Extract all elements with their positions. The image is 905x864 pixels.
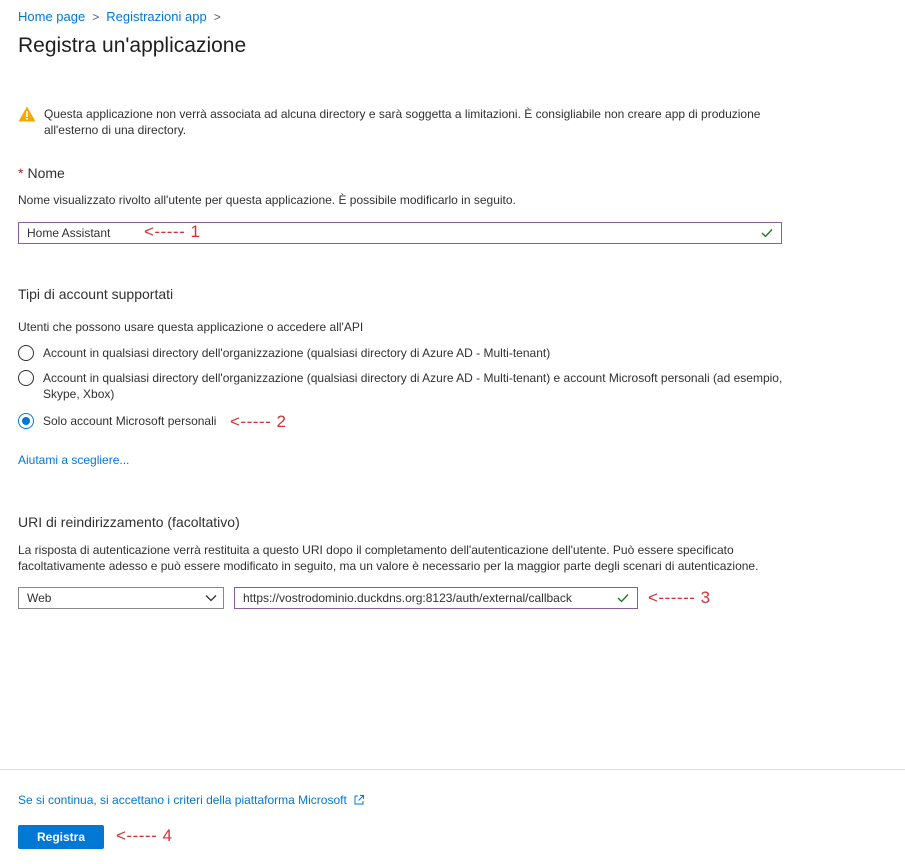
name-input-value[interactable]: Home Assistant	[27, 226, 111, 240]
chevron-down-icon	[205, 594, 217, 602]
platform-policy-link-text[interactable]: Se si continua, si accettano i criteri della piattaforma Microsoft	[18, 793, 347, 807]
external-link-icon	[353, 794, 365, 806]
name-input[interactable]	[18, 222, 782, 244]
name-description: Nome visualizzato rivolto all'utente per questa applicazione. È possibile modificarlo in seguito.	[18, 193, 516, 207]
breadcrumb-home-link[interactable]: Home page	[18, 9, 86, 24]
account-option-label: Solo account Microsoft personali	[43, 414, 217, 428]
name-label-text: Nome	[27, 165, 65, 181]
account-option-label: Account in qualsiasi directory dell'organizzazione (qualsiasi directory di Azure AD - Multi-tenant) e account Microsoft personali (ad esempio, Skype, Xbox)	[43, 371, 783, 401]
breadcrumb-app-registrations-link[interactable]: Registrazioni app	[106, 9, 207, 24]
platform-select[interactable]	[18, 587, 224, 609]
account-types-description: Utenti che possono usare questa applicazione o accedere all'API	[18, 320, 364, 334]
redirect-uri-description-line1: La risposta di autenticazione verrà restituita a questo URI dopo il completamento dell'autenticazione dell'utente. Può essere specificato	[18, 543, 734, 557]
check-icon	[761, 228, 773, 238]
platform-policy-link[interactable]	[18, 793, 365, 807]
warning-icon	[18, 106, 36, 122]
check-icon	[617, 593, 629, 603]
radio-button[interactable]	[18, 345, 34, 361]
redirect-uri-input-value[interactable]: https://vostrodominio.duckdns.org:8123/auth/external/callback	[243, 591, 572, 605]
help-me-choose-link[interactable]: Aiutami a scegliere...	[18, 453, 130, 467]
account-option-personal-only[interactable]	[18, 413, 216, 429]
breadcrumb	[18, 9, 228, 24]
account-option-label: Account in qualsiasi directory dell'organizzazione (qualsiasi directory di Azure AD - Multi-tenant)	[43, 346, 551, 360]
warning-text: Questa applicazione non verrà associata ad alcuna directory e sarà soggetta a limitazioni. È consigliabile non creare app di produzione all'esterno di una directory.	[44, 107, 761, 137]
required-marker: *	[18, 165, 24, 181]
page-title: Registra un'applicazione	[18, 34, 247, 57]
chevron-right-icon: >	[213, 9, 221, 24]
warning-message	[18, 106, 788, 138]
radio-button[interactable]	[18, 370, 34, 386]
footer-divider	[0, 769, 905, 770]
annotation-2: <----- 2	[230, 412, 287, 431]
redirect-uri-description-line2: facoltativamente adesso e può essere modificato in seguito, ma un valore è necessario per la maggior parte degli scenari di autenticazione.	[18, 559, 759, 573]
chevron-right-icon: >	[92, 9, 100, 24]
account-option-multitenant-personal[interactable]	[18, 370, 788, 402]
account-option-multitenant[interactable]	[18, 345, 788, 361]
redirect-uri-input[interactable]	[234, 587, 638, 609]
account-types-label: Tipi di account supportati	[18, 286, 174, 302]
redirect-uri-label: URI di reindirizzamento (facoltativo)	[18, 514, 240, 530]
annotation-4: <----- 4	[116, 826, 173, 845]
platform-select-value: Web	[27, 591, 52, 605]
name-label	[18, 165, 65, 181]
annotation-3: <------ 3	[648, 588, 711, 607]
register-button[interactable]: Registra	[18, 825, 104, 849]
annotation-1: <----- 1	[144, 222, 201, 241]
radio-button-selected[interactable]	[18, 413, 34, 429]
